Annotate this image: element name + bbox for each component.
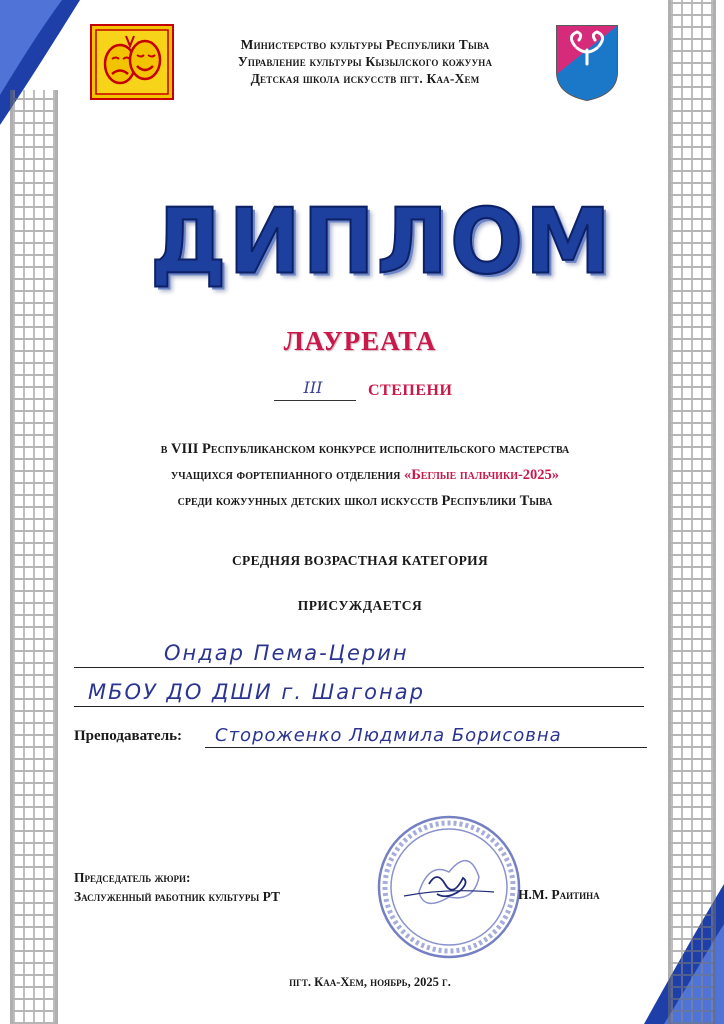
header-ministry: Министерство культуры Республики Тыва — [240, 37, 490, 52]
contest-line-2 — [60, 462, 670, 488]
contest-name: «Беглые пальчики-2025» — [403, 467, 560, 483]
jury-chair — [74, 868, 394, 906]
recipient-name-line — [74, 639, 644, 668]
jury-chair-name: Н.М. Раитина — [518, 887, 600, 902]
recipient-name: Ондар Пема-Церин — [164, 641, 409, 665]
degree-underline — [274, 400, 356, 401]
degree-row — [250, 380, 510, 404]
jury-chair-rank: Заслуженный работник культуры РТ — [74, 889, 280, 904]
awarded-label: ПРИСУЖДАЕТСЯ — [297, 598, 423, 613]
header-department: Управление культуры Кызылского кожууна — [237, 54, 493, 69]
contest-line-3: среди кожуунных детских школ искусств Республики Тыва — [177, 493, 553, 509]
theatre-masks-logo-icon — [90, 24, 174, 100]
contest-line-1: в VIII Республиканском конкурсе исполнительского мастерства — [160, 441, 570, 457]
teacher-row — [74, 724, 649, 750]
ornament-border-right — [668, 0, 716, 1024]
place-and-date: пгт. Каа-Хем, ноябрь, 2025 г. — [289, 975, 451, 989]
diploma-title: ДИПЛОМ — [150, 189, 613, 295]
coat-of-arms-icon — [555, 24, 619, 102]
contest-line-2-prefix: учащихся фортепианного отделения — [170, 467, 404, 483]
contest-description — [60, 436, 670, 514]
degree-label: СТЕПЕНИ — [368, 382, 453, 399]
issuer-header — [180, 36, 550, 87]
teacher-name: Стороженко Людмила Борисовна — [215, 725, 562, 746]
degree-value: III — [303, 378, 323, 397]
teacher-label: Преподаватель: — [74, 728, 183, 744]
official-stamp-icon — [374, 812, 524, 962]
recipient-school-line — [74, 676, 644, 707]
teacher-line — [205, 724, 647, 748]
ornament-border-left — [10, 90, 58, 1024]
laureate-subtitle: ЛАУРЕАТА — [283, 326, 437, 356]
header-school: Детская школа искусств пгт. Каа-Хем — [250, 71, 480, 86]
jury-chair-title: Председатель жюри: — [74, 870, 191, 885]
recipient-school: МБОУ ДО ДШИ г. Шагонар — [88, 680, 425, 704]
age-category: СРЕДНЯЯ ВОЗРАСТНАЯ КАТЕГОРИЯ — [231, 553, 489, 568]
